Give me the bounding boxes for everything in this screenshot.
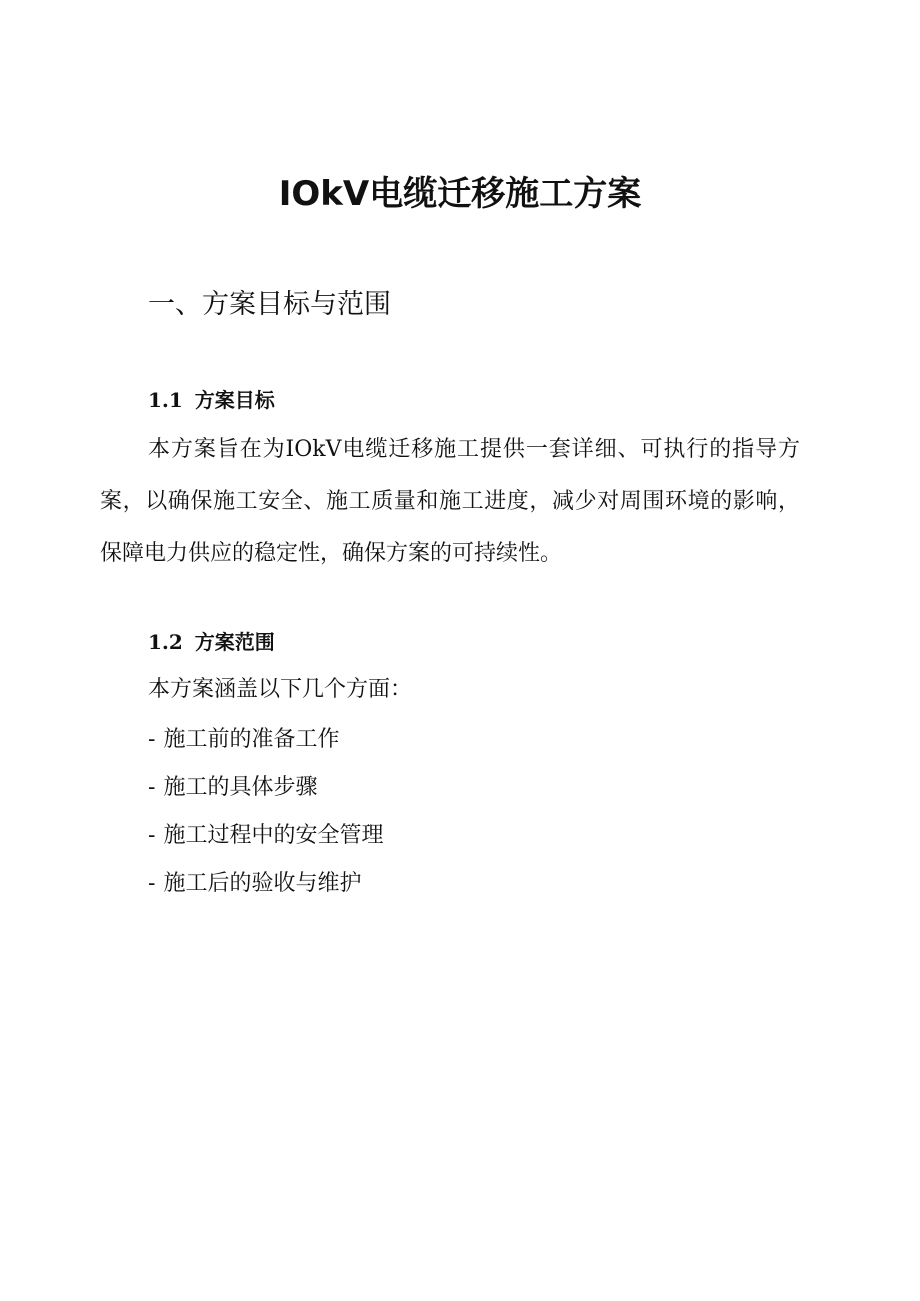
list-item xyxy=(148,812,383,860)
scope-list xyxy=(148,716,383,908)
subsection-title: 方案目标 xyxy=(194,388,275,412)
list-item-text: 施工后的验收与维护 xyxy=(163,871,362,896)
list-item-text: 施工前的准备工作 xyxy=(163,727,340,752)
dash-marker: - xyxy=(148,871,156,896)
list-item-text: 施工过程中的安全管理 xyxy=(163,823,384,848)
list-item xyxy=(148,716,383,764)
list-item xyxy=(148,764,383,812)
subsection-heading-scope xyxy=(148,626,275,658)
dash-marker: - xyxy=(148,775,156,800)
dash-marker: - xyxy=(148,823,156,848)
subsection-number: 1.2 xyxy=(148,630,183,654)
goals-paragraph: 本方案旨在为IOkV电缆迁移施工提供一套详细、可执行的指导方案，以确保施工安全、施工质量和施工进度，减少对周围环境的影响，保障电力供应的稳定性，确保方案的可持续性。 xyxy=(100,437,800,566)
list-item xyxy=(148,860,383,908)
list-item-text: 施工的具体步骤 xyxy=(163,775,318,800)
section-heading-goals-scope: 一、方案目标与范围 xyxy=(148,289,391,320)
subsection-title: 方案范围 xyxy=(194,630,275,654)
subsection-number: 1.1 xyxy=(148,388,183,412)
subsection-heading-goals xyxy=(148,384,275,416)
scope-intro: 本方案涵盖以下几个方面： xyxy=(148,677,413,702)
dash-marker: - xyxy=(148,727,156,752)
document-title: IOkV电缆迁移施工方案 xyxy=(278,174,642,214)
